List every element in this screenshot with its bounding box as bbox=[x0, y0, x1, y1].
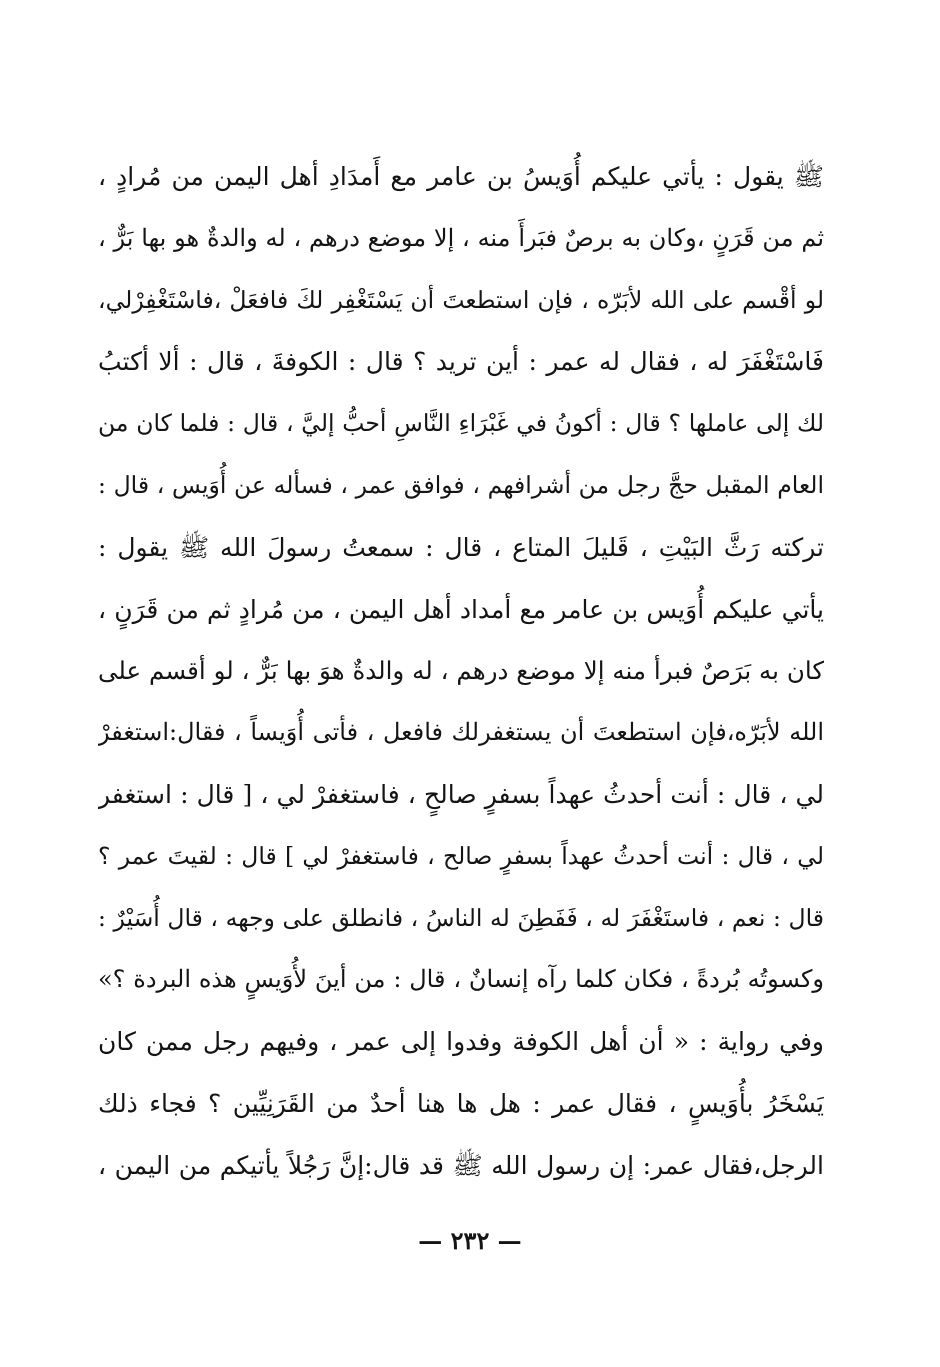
body-text bbox=[98, 146, 824, 1197]
text-line-2: ثم من قَرَنٍ ،وكان به برصٌ فبَرأَ منه ، إلا موضع درهم ، له والدةٌ هو بها بَرٌّ ، bbox=[98, 223, 824, 252]
text-line-12: لي ، قال : أنت أحدثُ عهداً بسفرٍ صالح ، فاستغفرْ لي ] قال : لقيتَ عمر ؟ bbox=[98, 841, 824, 870]
text-line-15: وفي رواية : « أن أهل الكوفة وفدوا إلى عمر ، وفيهم رجل ممن كان bbox=[98, 1027, 824, 1057]
text-line-10: الله لأبَرّه،فإن استطعتَ أن يستغفرلك فافعل ، فأتى أُوَيساً ، فقال:استغفرْ bbox=[98, 718, 824, 747]
text-line-7: تركته رَثَّ البَيْتِ ، قَليلَ المتاع ، قال : سمعتُ رسولَ الله ﷺ يقول : bbox=[98, 532, 824, 562]
text-line-9: كان به بَرَصٌ فبرأ منه إلا موضع درهم ، له والدةٌ هوَ بها بَرٌّ ، لو أقسم على bbox=[98, 656, 824, 686]
text-line-16: يَسْخَرُ بأُوَيسٍ ، فقال عمر : هل ها هنا أحدٌ من القَرَنِيِّين ؟ فجاء ذلك bbox=[98, 1088, 824, 1118]
page-number: — ٢٣٢ — bbox=[418, 1226, 522, 1255]
text-line-13: قال : نعم ، فاستَغْفَرَ له ، فَفَطِنَ له الناسُ ، فانطلق على وجهه ، قال أُسَيْرٌ : bbox=[98, 903, 824, 932]
text-line-4: فَاسْتَغْفَرَ له ، فقال له عمر : أين تريد ؟ قال : الكوفةَ ، قال : ألا أكتبُ bbox=[98, 347, 824, 377]
text-line-14: وكسوتُه بُردةً ، فكان كلما رآه إنسانٌ ، قال : من أينَ لأُوَيسٍ هذه البردة ؟» bbox=[98, 965, 824, 994]
text-line-17: الرجل،فقال عمر: إن رسول الله ﷺ قد قال:إنَّ رَجُلاً يأتيكم من اليمن ، bbox=[98, 1150, 824, 1180]
text-line-1: ﷺ يقول : يأتي عليكم أُوَيسُ بن عامر مع أَمدَادِ أهل اليمن من مُرادٍ ، bbox=[98, 162, 824, 191]
text-line-11: لي ، قال : أنت أحدثُ عهداً بسفرٍ صالحٍ ، فاستغفرْ لي ، [ قال : استغفر bbox=[98, 779, 824, 809]
text-line-3: لو أقْسم على الله لأبَرّه ، فإن استطعتَ أن يَسْتَغْفِر لكَ فافعَلْ ،فاسْتَغْفِرْلي، bbox=[98, 285, 824, 314]
text-line-6: العام المقبل حجَّ رجل من أشرافهم ، فوافق عمر ، فسأله عن أُوَيس ، قال : bbox=[98, 470, 824, 499]
text-line-5: لك إلى عاملها ؟ قال : أكونُ في غَبْرَاءِ النَّاسِ أحبُّ إليَّ ، قال : فلما كان من bbox=[98, 409, 824, 438]
text-line-8: يأتي عليكم أُوَيس بن عامر مع أمداد أهل اليمن ، من مُرادٍ ثم من قَرَنٍ ، bbox=[98, 594, 824, 624]
